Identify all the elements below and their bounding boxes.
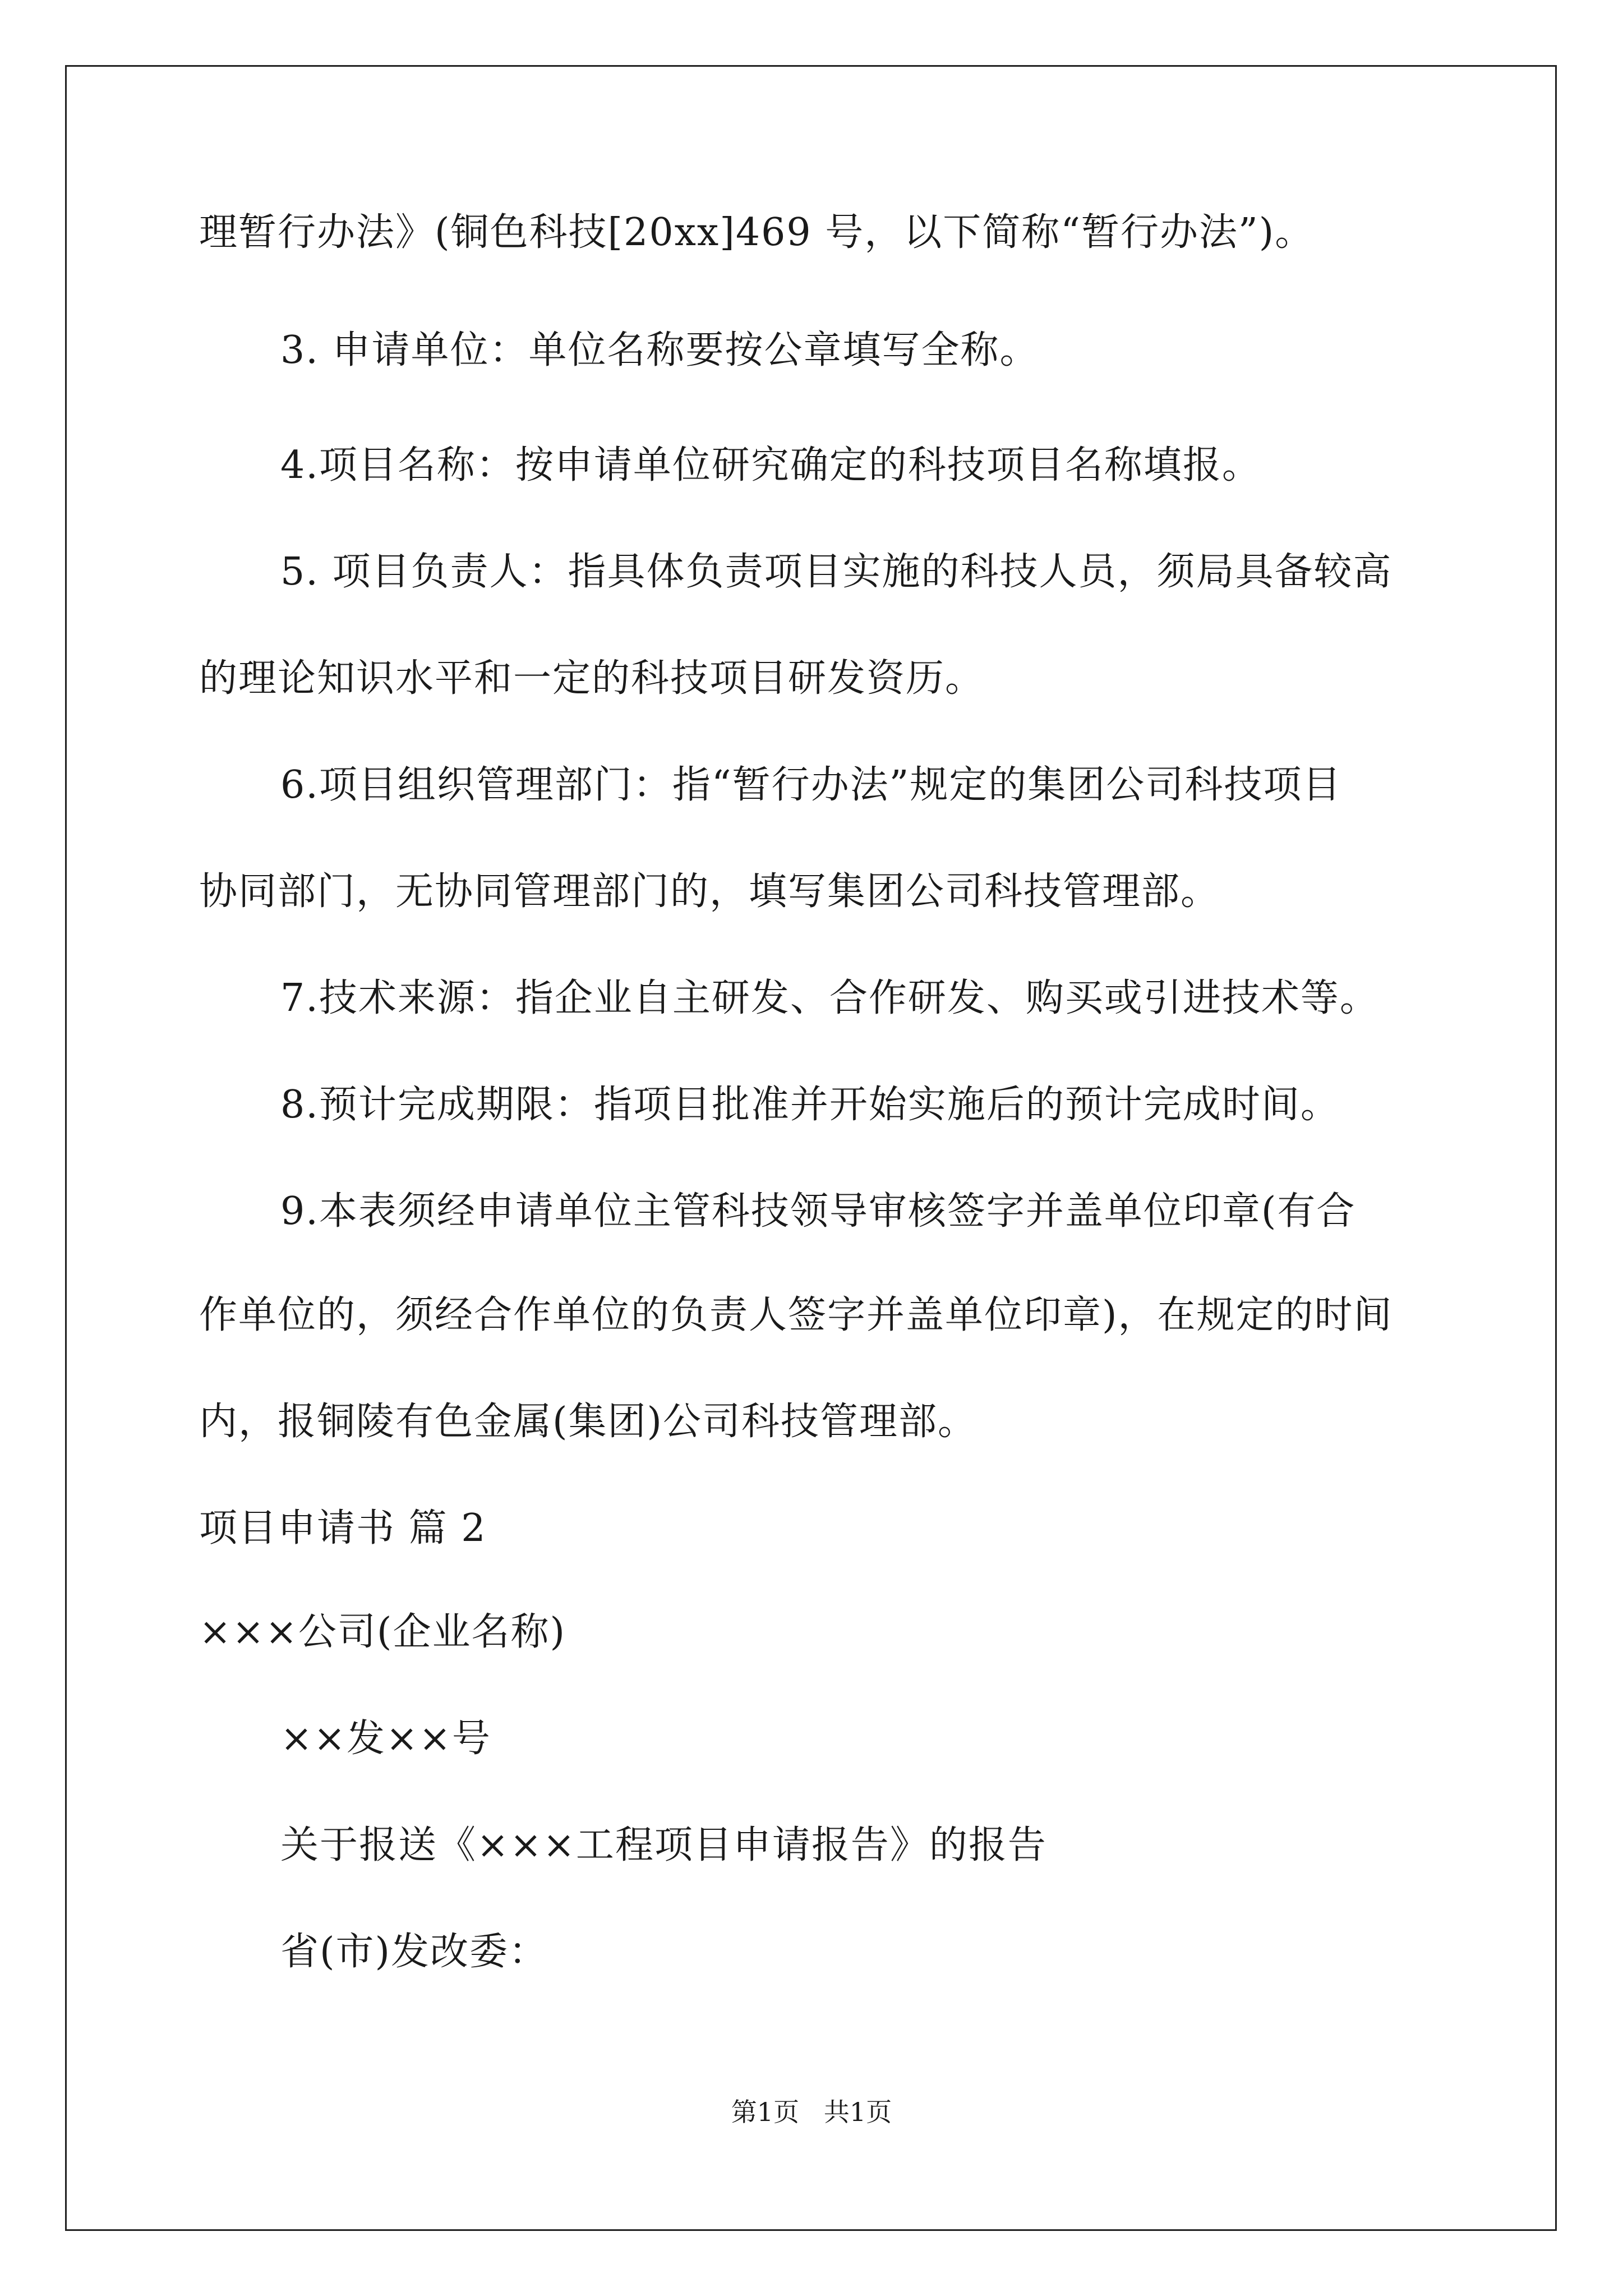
- text-line: 9.本表须经申请单位主管科技领导审核签字并盖单位印章(有合: [280, 1189, 1356, 1234]
- text-line: 6.项目组织管理部门：指“暂行办法”规定的集团公司科技项目: [280, 763, 1342, 807]
- text-line: ×××公司(企业名称): [199, 1610, 566, 1654]
- page-footer: 第1页 共1页: [731, 2097, 892, 2127]
- text-line: ××发××号: [280, 1717, 491, 1761]
- text-line: 省(市)发改委：: [280, 1930, 548, 1974]
- section-heading: 项目申请书 篇 2: [199, 1506, 487, 1550]
- text-line: 4.项目名称：按申请单位研究确定的科技项目名称填报。: [280, 443, 1261, 487]
- text-line: 关于报送《×××工程项目申请报告》的报告: [280, 1823, 1047, 1867]
- text-line: 5. 项目负责人：指具体负责项目实施的科技人员，须局具备较高: [280, 550, 1393, 594]
- text-line: 作单位的，须经合作单位的负责人签字并盖单位印章)，在规定的时间: [199, 1293, 1393, 1337]
- text-line: 3. 申请单位：单位名称要按公章填写全称。: [280, 328, 1039, 372]
- text-line: 内，报铜陵有色金属(集团)公司科技管理部。: [199, 1400, 978, 1444]
- text-line: 8.预计完成期限：指项目批准并开始实施后的预计完成时间。: [280, 1083, 1340, 1127]
- page-border: [65, 65, 1557, 2231]
- text-line: 7.技术来源：指企业自主研发、合作研发、购买或引进技术等。: [280, 976, 1379, 1020]
- text-line: 的理论知识水平和一定的科技项目研发资历。: [199, 656, 985, 701]
- text-line: 理暂行办法》(铜色科技[20xx]469 号，以下简称“暂行办法”)。: [199, 210, 1315, 255]
- text-line: 协同部门，无协同管理部门的，填写集团公司科技管理部。: [199, 869, 1220, 914]
